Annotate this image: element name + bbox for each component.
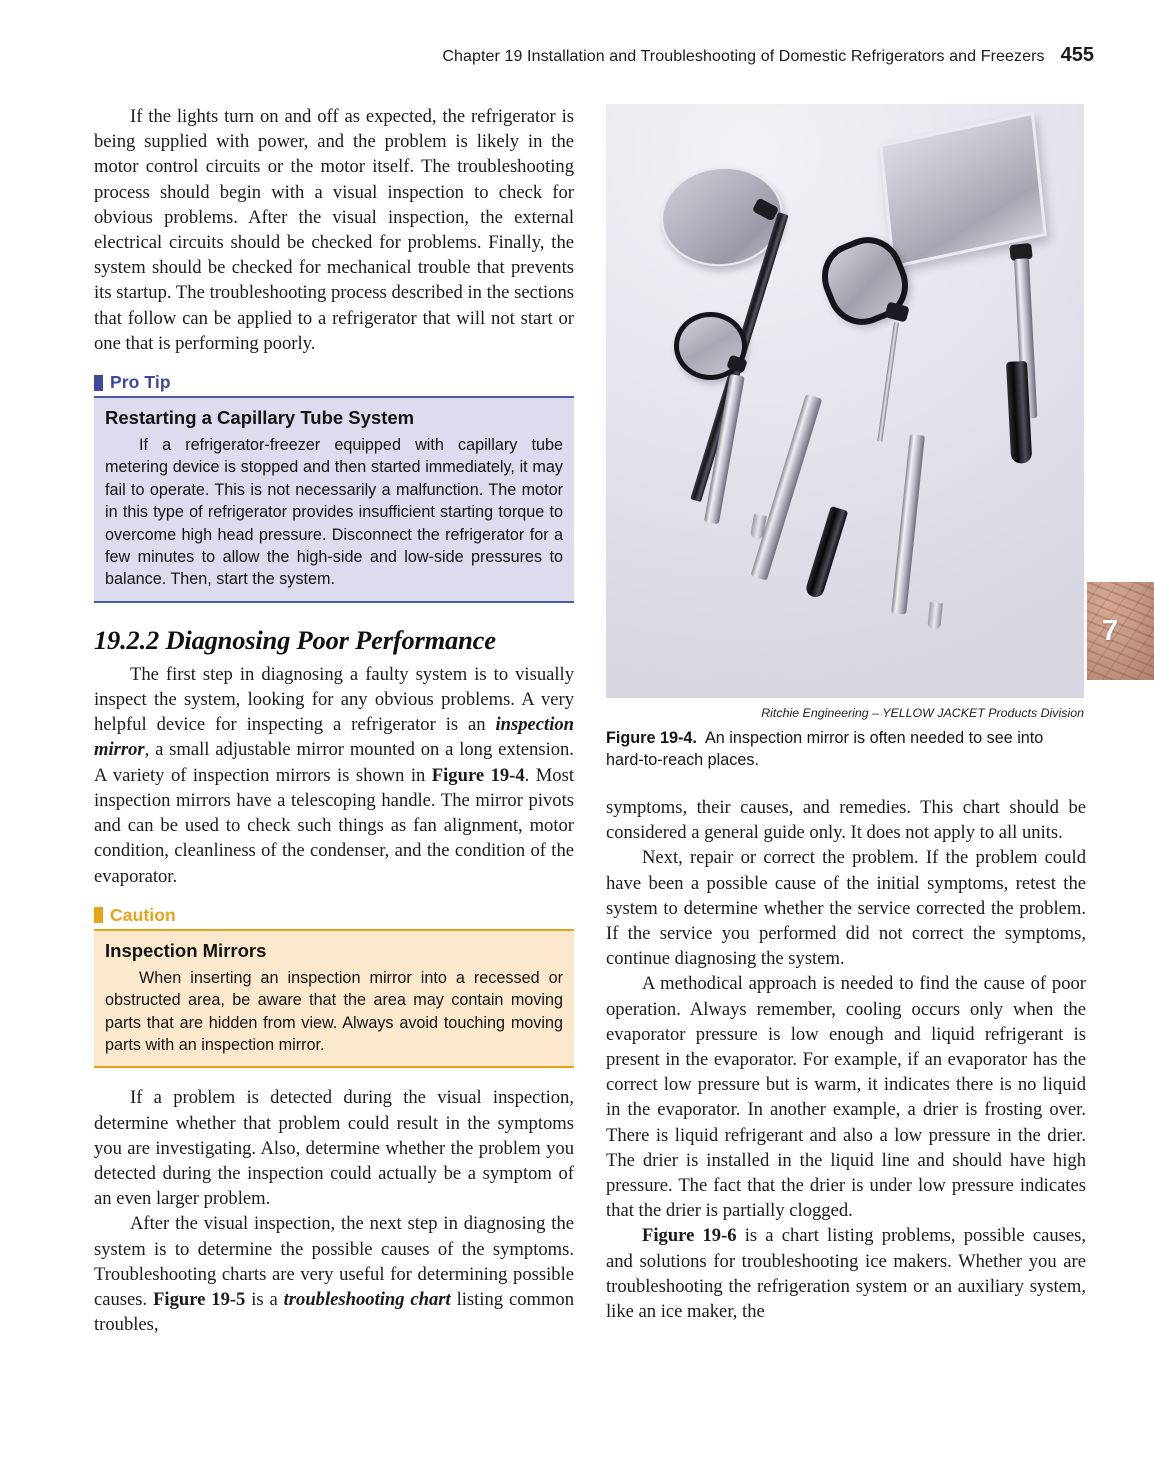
pro-tip-box <box>94 372 574 603</box>
figure-number: Figure 19-4. <box>606 729 697 747</box>
handle-end-cap <box>927 602 943 629</box>
paragraph-problem-detected: If a problem is detected during the visual inspection, determine whether that problem could result in the symptoms you are investigating. Also, determine whether the problem you detected during the inspection could actually be a symptom of an even larger problem. <box>94 1087 574 1210</box>
section-heading: 19.2.2 Diagnosing Poor Performance <box>94 624 496 655</box>
unit-tab-number: 7 <box>1102 614 1119 647</box>
paragraph-after-visual-inspection <box>94 1211 574 1337</box>
inspection-mirrors-photo <box>606 104 1084 698</box>
para2-run1: The first step in diagnosing a faulty system is to visually inspect the system, looking for any obvious problems. A very helpful device for inspecting a refrigerator is an <box>94 663 574 736</box>
square-marker-icon <box>94 907 103 923</box>
running-head <box>0 44 1094 67</box>
xref-figure-19-6: Figure 19-6 <box>642 1225 737 1247</box>
square-marker-icon <box>94 375 103 391</box>
xref-figure-19-4: Figure 19-4 <box>431 764 525 786</box>
paragraph-first-step <box>94 662 574 889</box>
caution-text: When inserting an inspection mirror into a recessed or obstructed area, be aware that the area may contain moving parts that are hidden from view. Always avoid touching moving parts with an inspection mirror. <box>105 968 563 1054</box>
para-right4-run: is a chart listing problems, possible causes, and solutions for troubleshooting ice makers. Whether you are troubleshooting the refrigeration system or an auxiliary system, like an ice maker, the <box>606 1225 1086 1323</box>
para2-run3: . Most inspection mirrors have a telescoping handle. The mirror pivots and can be used to check such things as fan alignment, motor condition, cleanliness of the condenser, and the condition of the evaporator. <box>94 764 574 887</box>
paragraph-lights-turn-on: If the lights turn on and off as expected, the refrigerator is being supplied with power, and the problem is likely in the motor control circuits or the motor itself. The troubleshooting process should begin with a visual inspection to check for obvious problems. After the visual inspection, the external electrical circuits should be checked for problems. Finally, the system should be checked for mechanical trouble that prevents its startup. The troubleshooting process described in the sections that follow can be applied to a refrigerator that will not start or one that is performing poorly. <box>94 106 574 354</box>
pro-tip-body <box>94 396 574 603</box>
unit-thumb-tab <box>1087 582 1154 680</box>
caution-box <box>94 905 574 1069</box>
left-column <box>94 104 574 1337</box>
caution-label-text: Caution <box>110 904 176 925</box>
paragraph-symptoms-causes: symptoms, their causes, and remedies. This chart should be considered a general guide only. It does not apply to all units. <box>606 797 1086 844</box>
pro-tip-text: If a refrigerator-freezer equipped with capillary tube metering device is stopped and then started immediately, it may fail to operate. This is not necessarily a malfunction. The motor in this type of refrigerator provides insufficient starting torque to overcome high head pressure. Disconnect the refrigerator for a few minutes to allow the high-side and low-side pressures to balance. Then, start the system. <box>105 436 563 589</box>
paragraph-next-repair: Next, repair or correct the problem. If the problem could have been a possible cause of the initial symptoms, retest the system to determine whether the service corrected the problem. If the service you performed did not correct the symptoms, continue diagnosing the system. <box>606 847 1086 970</box>
xref-figure-19-5: Figure 19-5 <box>153 1288 246 1310</box>
figure-caption <box>606 720 1084 771</box>
paragraph-figure-19-6 <box>606 1223 1086 1324</box>
para4-run1: After the visual inspection, the next step in diagnosing the system is to determine the possible causes of the symptoms. Troubleshooting charts are very useful for determining possible causes. <box>94 1213 574 1310</box>
term-inspection-mirror: inspection mirror <box>94 714 574 761</box>
figure-19-4 <box>606 104 1086 771</box>
right-column <box>606 795 1086 1324</box>
running-head-title: Chapter 19 Installation and Troubleshooting of Domestic Refrigerators and Freezers <box>442 48 1045 65</box>
para2-run2: , a small adjustable mirror mounted on a long extension. A variety of inspection mirrors is shown in <box>94 739 574 786</box>
caution-body <box>94 929 574 1069</box>
pro-tip-label <box>94 372 574 396</box>
para4-run2: is a <box>245 1288 284 1310</box>
term-troubleshooting-chart: troubleshooting chart <box>283 1288 451 1310</box>
figure-caption-text: An inspection mirror is often needed to see into hard-to-reach places. <box>606 729 1044 769</box>
pro-tip-label-text: Pro Tip <box>110 372 171 393</box>
paragraph-methodical-approach: A methodical approach is needed to find the cause of poor operation. Always remember, cooling occurs only when the evaporator pressure is low enough and liquid refrigerant is present in the evaporator. For example, if an evaporator has the correct low pressure but is warm, it indicates there is no liquid in the evaporator. In another example, a drier is frosting over. There is liquid refrigerant and also a low pressure in the drier. The drier is installed in the liquid line and should have high pressure. The fact that the drier is under low pressure indicates that the drier is partially clogged. <box>606 973 1086 1222</box>
caution-label <box>94 905 574 929</box>
para4-run3: listing common troubles, <box>94 1288 575 1336</box>
caution-title: Inspection Mirrors <box>105 939 267 961</box>
figure-credit: Ritchie Engineering – YELLOW JACKET Products Division <box>761 706 1084 720</box>
pro-tip-title: Restarting a Capillary Tube System <box>105 407 415 429</box>
page-number: 455 <box>1060 44 1094 66</box>
